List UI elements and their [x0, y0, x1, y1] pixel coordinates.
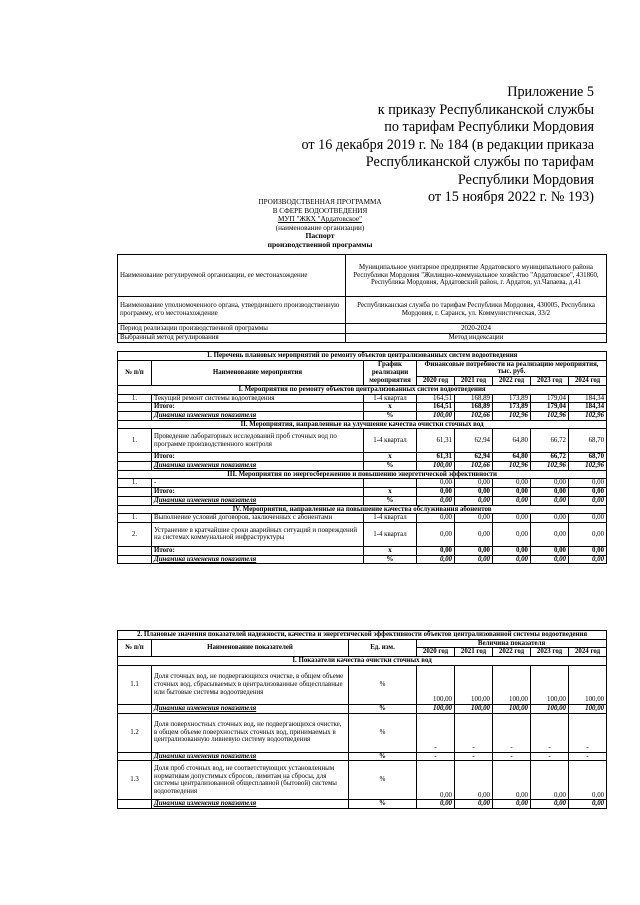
- year-value: 173,89: [493, 403, 531, 412]
- row-unit: %: [349, 752, 417, 761]
- dynamics-row: [118, 555, 607, 564]
- year-header: 2021 год: [455, 377, 493, 386]
- row-name: Динамика изменения показателя: [152, 800, 349, 809]
- year-value: 66,72: [531, 453, 569, 462]
- year-value: -: [493, 752, 531, 761]
- year-value: 102,66: [455, 462, 493, 471]
- passport-row: [118, 333, 607, 343]
- section-title: I. Показатели качества очистки сточных вод: [118, 657, 607, 666]
- year-value: 0,00: [493, 522, 531, 546]
- row-number: [118, 800, 152, 809]
- measure-row: [118, 522, 607, 546]
- year-value: -: [569, 713, 607, 752]
- row-schedule: 1-4 квартал: [364, 429, 417, 453]
- year-value: 0,00: [455, 522, 493, 546]
- year-value: 173,89: [493, 394, 531, 403]
- year-value: 0,00: [455, 514, 493, 523]
- year-header: 2020 год: [417, 648, 455, 657]
- total-row: [118, 546, 607, 555]
- row-number: 1.2: [118, 713, 152, 752]
- indicator-row: [118, 761, 607, 800]
- year-value: -: [417, 752, 455, 761]
- row-number: [118, 496, 152, 505]
- year-value: 0,00: [493, 546, 531, 555]
- row-number: 1.1: [118, 665, 152, 704]
- passport-value: Муниципальное унитарное предприятие Ардатовского муниципального района Республики Мордовия "Жилищно-коммунальное хозяйство "Ардатовское", 431860, Республика Мордовия, Ардатовский район, г. Ардатов, ул.Чапаева, д.41: [346, 255, 607, 297]
- program-title: ПРОИЗВОДСТВЕННАЯ ПРОГРАММА: [258, 198, 382, 206]
- year-value: 0,00: [569, 555, 607, 564]
- appendix-line: Республиканской службы по тарифам: [365, 154, 594, 170]
- row-schedule: х: [364, 403, 417, 412]
- year-value: 0,00: [531, 761, 569, 800]
- passport-row: [118, 255, 607, 297]
- year-value: 100,00: [531, 704, 569, 713]
- row-schedule: 1-4 квартал: [364, 514, 417, 523]
- year-value: 0,00: [493, 800, 531, 809]
- year-value: 0,00: [531, 488, 569, 497]
- row-number: 1.: [118, 514, 152, 523]
- year-value: 100,00: [417, 704, 455, 713]
- year-value: 0,00: [569, 546, 607, 555]
- dynamics-row: [118, 496, 607, 505]
- year-value: 164,51: [417, 394, 455, 403]
- year-value: 62,94: [455, 453, 493, 462]
- appendix-line: к приказу Республиканской службы: [377, 101, 594, 118]
- table1-title: 1. Перечень плановых мероприятий по ремонту объектов централизованных систем водоотведения: [118, 352, 607, 361]
- row-name: Динамика изменения показателя: [152, 462, 364, 471]
- row-schedule: х: [364, 488, 417, 497]
- year-value: 100,00: [417, 411, 455, 420]
- dynamics-row: [118, 800, 607, 809]
- passport-label: Наименование регулируемой организации, ее местонахождение: [118, 255, 346, 297]
- year-value: 0,00: [455, 479, 493, 488]
- row-unit: %: [349, 665, 417, 704]
- year-value: 168,89: [455, 394, 493, 403]
- year-value: 100,00: [531, 665, 569, 704]
- year-value: 0,00: [455, 800, 493, 809]
- year-value: 100,00: [493, 665, 531, 704]
- year-value: 64,80: [493, 453, 531, 462]
- year-value: 0,00: [531, 514, 569, 523]
- row-number: [118, 411, 152, 420]
- col-needs-header: Финансовые потребности на реализацию мероприятия, тыс. руб.: [417, 360, 607, 376]
- passport-table: [117, 254, 607, 343]
- table1-header-row: [118, 360, 607, 376]
- year-value: 0,00: [493, 496, 531, 505]
- organization-caption: (наименование организации): [275, 223, 365, 232]
- year-value: 179,04: [531, 394, 569, 403]
- row-name: Устранение в кратчайшие сроки аварийных ситуаций и повреждений на системах коммунальной инфраструктуры: [152, 522, 364, 546]
- year-value: 68,70: [569, 453, 607, 462]
- dynamics-row: [118, 462, 607, 471]
- section-title: III. Мероприятия по энергосбережению и повышению энергетической эффективности: [118, 470, 607, 479]
- passport-row: [118, 324, 607, 334]
- year-value: 0,00: [417, 522, 455, 546]
- table2-section-row: [118, 657, 607, 666]
- year-value: 0,00: [417, 514, 455, 523]
- row-name: Выполнение условий договоров, заключенных с абонентами: [152, 514, 364, 523]
- year-header: 2023 год: [531, 648, 569, 657]
- row-unit: %: [349, 713, 417, 752]
- table1-title-row: [118, 352, 607, 361]
- measure-row: [118, 429, 607, 453]
- row-number: 1.3: [118, 761, 152, 800]
- row-number: [118, 752, 152, 761]
- row-name: Динамика изменения показателя: [152, 411, 364, 420]
- row-number: [118, 488, 152, 497]
- passport-value: Республиканская служба по тарифам Республики Мордовия, 430005, Республика Мордовия, г. Саранск, ул. Коммунистическая, 33/2: [346, 297, 607, 324]
- row-number: [118, 546, 152, 555]
- year-value: -: [493, 713, 531, 752]
- row-name: Итого:: [152, 403, 364, 412]
- year-value: 64,80: [493, 429, 531, 453]
- year-value: 0,00: [417, 479, 455, 488]
- section-row: [118, 385, 607, 394]
- year-header: 2024 год: [569, 377, 607, 386]
- year-value: 102,96: [531, 462, 569, 471]
- row-unit: %: [349, 761, 417, 800]
- row-number: [118, 704, 152, 713]
- year-value: 0,00: [493, 488, 531, 497]
- year-header: 2021 год: [455, 648, 493, 657]
- year-value: 102,96: [569, 462, 607, 471]
- year-value: 0,00: [569, 479, 607, 488]
- organization-name: МУП "ЖКХ "Ардатовское": [277, 215, 363, 224]
- year-header: 2022 год: [493, 648, 531, 657]
- col-name-header: Наименование мероприятия: [152, 360, 364, 385]
- measure-row: [118, 514, 607, 523]
- year-value: 0,00: [569, 761, 607, 800]
- indicators-table: [117, 630, 607, 809]
- row-number: [118, 453, 152, 462]
- row-name: Текущий ремонт системы водоотведения: [152, 394, 364, 403]
- program-heading: [0, 198, 640, 250]
- row-name: Доля сточных вод, не подвергающихся очистке, в общем объеме сточных вод, сбрасываемых в централизованные общесплавные или бытовые системы водоотведения: [152, 665, 349, 704]
- passport-title: Паспорт: [305, 231, 335, 241]
- year-value: 0,00: [455, 546, 493, 555]
- section-row: [118, 420, 607, 429]
- year-value: 0,00: [531, 522, 569, 546]
- row-number: [118, 403, 152, 412]
- row-schedule: 1-4 квартал: [364, 522, 417, 546]
- row-name: Итого:: [152, 453, 364, 462]
- row-number: 1.: [118, 429, 152, 453]
- year-value: -: [417, 713, 455, 752]
- row-schedule: %: [364, 555, 417, 564]
- row-name: Динамика изменения показателя: [152, 496, 364, 505]
- appendix-line: Республики Мордовия: [457, 171, 594, 188]
- passport-label: Выбранный метод регулирования: [118, 333, 346, 343]
- year-header: 2023 год: [531, 377, 569, 386]
- appendix-header: [302, 84, 594, 207]
- year-value: 62,94: [455, 429, 493, 453]
- year-value: 0,00: [493, 761, 531, 800]
- year-value: -: [569, 752, 607, 761]
- row-number: [118, 555, 152, 564]
- col-schedule-header: График реализации мероприятия: [364, 360, 417, 385]
- year-header: 2024 год: [569, 648, 607, 657]
- table2-title: 2. Плановые значения показателей надежности, качества и энергетической эффективности объектов централизованной системы водоотведения: [118, 631, 607, 640]
- year-value: 102,96: [569, 411, 607, 420]
- repair-measures-table: [117, 351, 607, 564]
- indicator-row: [118, 713, 607, 752]
- year-header: 2020 год: [417, 377, 455, 386]
- passport-row: [118, 297, 607, 324]
- year-value: 100,00: [455, 665, 493, 704]
- passport-subtitle: производственной программы: [267, 239, 373, 249]
- row-schedule: [364, 479, 417, 488]
- col-unit-header: Ед. изм.: [349, 639, 417, 656]
- appendix-line: от 15 ноября 2022 г. № 193): [427, 189, 594, 205]
- row-schedule: х: [364, 546, 417, 555]
- year-value: 0,00: [455, 555, 493, 564]
- section-title: II. Мероприятия, направленные на улучшение качества очистки сточных вод: [118, 420, 607, 429]
- row-name: Динамика изменения показателя: [152, 704, 349, 713]
- section-title: IV. Мероприятия, направленные на повышение качества обслуживания абонентов: [118, 505, 607, 514]
- year-value: 61,31: [417, 453, 455, 462]
- year-value: 102,66: [455, 411, 493, 420]
- total-row: [118, 488, 607, 497]
- row-unit: %: [349, 800, 417, 809]
- row-name: Итого:: [152, 488, 364, 497]
- row-name: Доля поверхностных сточных вод, не подвергающихся очистке, в общем объеме поверхностных сточных вод, принимаемых в централизованную ливневую систему водоотведения: [152, 713, 349, 752]
- year-value: 0,00: [531, 800, 569, 809]
- year-value: 100,00: [569, 665, 607, 704]
- passport-value: 2020-2024: [346, 324, 607, 334]
- col-name-header: Наименование показателей: [152, 639, 349, 656]
- row-number: 1.: [118, 479, 152, 488]
- year-value: 0,00: [417, 488, 455, 497]
- year-value: 0,00: [417, 496, 455, 505]
- row-name: Проведение лабораторных исследований проб сточных вод по программе производственного контроля: [152, 429, 364, 453]
- row-schedule: х: [364, 453, 417, 462]
- col-value-header: Величина показателя: [417, 639, 607, 648]
- year-value: 61,31: [417, 429, 455, 453]
- year-value: 0,00: [493, 555, 531, 564]
- year-value: 0,00: [531, 479, 569, 488]
- year-value: 0,00: [417, 555, 455, 564]
- year-value: -: [455, 713, 493, 752]
- appendix-line: Приложение 5: [507, 84, 594, 100]
- year-value: 0,00: [569, 800, 607, 809]
- row-name: Итого:: [152, 546, 364, 555]
- year-value: 168,89: [455, 403, 493, 412]
- row-name: Динамика изменения показателя: [152, 555, 364, 564]
- section-row: [118, 470, 607, 479]
- measure-row: [118, 394, 607, 403]
- year-value: 102,96: [493, 462, 531, 471]
- year-value: 0,00: [569, 522, 607, 546]
- year-value: 179,04: [531, 403, 569, 412]
- total-row: [118, 453, 607, 462]
- passport-label: Период реализации производственной программы: [118, 324, 346, 334]
- table2-title-row: [118, 631, 607, 640]
- program-subtitle: В СФЕРЕ ВОДООТВЕДЕНИЯ: [272, 206, 368, 215]
- row-name: Динамика изменения показателя: [152, 752, 349, 761]
- row-name: Доля проб сточных вод, не соответствующих установленным нормативам допустимых сбросов, лимитам на сбросы, для системы централизованной общесплавной (бытовой) системы водоотведения: [152, 761, 349, 800]
- year-value: 0,00: [531, 496, 569, 505]
- year-value: 100,00: [493, 704, 531, 713]
- appendix-line: от 16 декабря 2019 г. № 184 (в редакции приказа: [301, 136, 594, 153]
- year-value: 0,00: [569, 514, 607, 523]
- row-name: -: [152, 479, 364, 488]
- year-value: 0,00: [493, 479, 531, 488]
- year-value: 66,72: [531, 429, 569, 453]
- year-value: 0,00: [455, 496, 493, 505]
- dynamics-row: [118, 704, 607, 713]
- total-row: [118, 403, 607, 412]
- section-row: [118, 505, 607, 514]
- row-number: [118, 462, 152, 471]
- year-value: 164,51: [417, 403, 455, 412]
- row-schedule: %: [364, 496, 417, 505]
- indicator-row: [118, 665, 607, 704]
- year-value: 0,00: [417, 800, 455, 809]
- table2-header-row: [118, 639, 607, 648]
- row-schedule: 1-4 квартал: [364, 394, 417, 403]
- year-value: 100,00: [569, 704, 607, 713]
- year-value: 0,00: [493, 514, 531, 523]
- year-value: 0,00: [569, 488, 607, 497]
- year-value: -: [455, 752, 493, 761]
- year-value: 100,00: [417, 665, 455, 704]
- dynamics-row: [118, 752, 607, 761]
- row-unit: %: [349, 704, 417, 713]
- year-value: 68,70: [569, 429, 607, 453]
- row-schedule: %: [364, 462, 417, 471]
- passport-value: Метод индексации: [346, 333, 607, 343]
- year-value: 0,00: [417, 761, 455, 800]
- row-number: 2.: [118, 522, 152, 546]
- year-value: 0,00: [569, 496, 607, 505]
- year-value: 0,00: [455, 761, 493, 800]
- year-value: 0,00: [531, 555, 569, 564]
- year-header: 2022 год: [493, 377, 531, 386]
- year-value: -: [531, 752, 569, 761]
- year-value: 0,00: [417, 546, 455, 555]
- row-number: 1.: [118, 394, 152, 403]
- section-title: I. Мероприятия по ремонту объектов централизованных систем водоотведения: [118, 385, 607, 394]
- dynamics-row: [118, 411, 607, 420]
- measure-row: [118, 479, 607, 488]
- year-value: -: [531, 713, 569, 752]
- appendix-line: по тарифам Республики Мордовия: [384, 119, 594, 135]
- year-value: 102,96: [531, 411, 569, 420]
- year-value: 184,34: [569, 394, 607, 403]
- year-value: 102,96: [493, 411, 531, 420]
- col-num-header: № п/п: [118, 360, 152, 385]
- year-value: 184,34: [569, 403, 607, 412]
- year-value: 0,00: [531, 546, 569, 555]
- year-value: 100,00: [417, 462, 455, 471]
- year-value: 0,00: [455, 488, 493, 497]
- col-num-header: № п/п: [118, 639, 152, 656]
- passport-label: Наименование уполномоченного органа, утвердившего производственную программу, его местонахождение: [118, 297, 346, 324]
- row-schedule: %: [364, 411, 417, 420]
- year-value: 100,00: [455, 704, 493, 713]
